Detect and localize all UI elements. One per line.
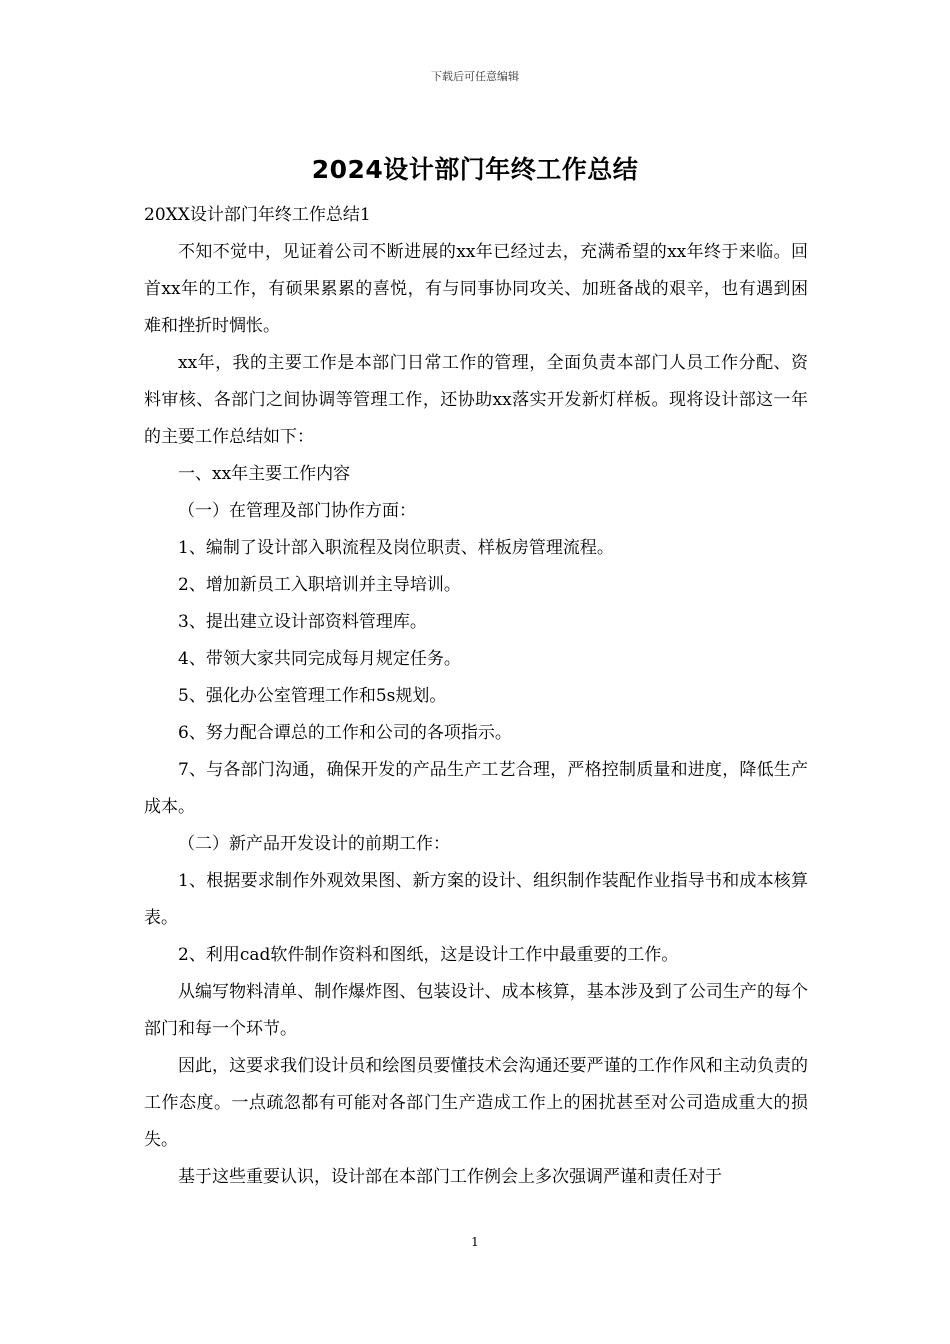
body-paragraph: xx年，我的主要工作是本部门日常工作的管理，全面负责本部门人员工作分配、资料审核、各部门之间协调等管理工作，还协助xx落实开发新灯样板。现将设计部这一年的主要工作总结如下：	[144, 353, 808, 447]
list-item: 2、利用cad软件制作资料和图纸，这是设计工作中最重要的工作。	[178, 945, 679, 965]
body-paragraph: 不知不觉中，见证着公司不断进展的xx年已经过去，充满希望的xx年终于来临。回首xx年的工作，有硕果累累的喜悦，有与同事协同攻关、加班备战的艰辛，也有遇到困难和挫折时惆怅。	[144, 242, 808, 336]
list-item: 5、强化办公室管理工作和5s规划。	[178, 686, 447, 706]
body-paragraph: 因此，这要求我们设计员和绘图员要懂技术会沟通还要严谨的工作作风和主动负责的工作态度。一点疏忽都有可能对各部门生产造成工作上的困扰甚至对公司造成重大的损失。	[144, 1056, 808, 1150]
subtitle-paragraph: 20XX设计部门年终工作总结1	[144, 205, 371, 225]
header-note: 下载后可任意编辑	[431, 70, 519, 83]
list-item: 1、编制了设计部入职流程及岗位职责、样板房管理流程。	[178, 538, 614, 558]
body-paragraph: 基于这些重要认识，设计部在本部门工作例会上多次强调严谨和责任对于	[178, 1167, 722, 1187]
body-paragraph: 从编写物料清单、制作爆炸图、包装设计、成本核算，基本涉及到了公司生产的每个部门和每一个环节。	[144, 982, 808, 1039]
list-item: 2、增加新员工入职培训并主导培训。	[178, 575, 461, 595]
document-body	[144, 197, 808, 1196]
document-title: 2024设计部门年终工作总结	[311, 155, 639, 184]
list-item: 1、根据要求制作外观效果图、新方案的设计、组织制作装配作业指导书和成本核算表。	[144, 871, 808, 928]
section-heading: 一、xx年主要工作内容	[178, 464, 351, 484]
list-item: 6、努力配合谭总的工作和公司的各项指示。	[178, 723, 512, 743]
subsection-heading: （一）在管理及部门协作方面：	[178, 501, 416, 521]
list-item: 3、提出建立设计部资料管理库。	[178, 612, 427, 632]
page-number: 1	[471, 1235, 479, 1249]
subsection-heading: （二）新产品开发设计的前期工作：	[178, 834, 450, 854]
list-item: 4、带领大家共同完成每月规定任务。	[178, 649, 461, 669]
list-item: 7、与各部门沟通，确保开发的产品生产工艺合理，严格控制质量和进度，降低生产成本。	[144, 760, 808, 817]
